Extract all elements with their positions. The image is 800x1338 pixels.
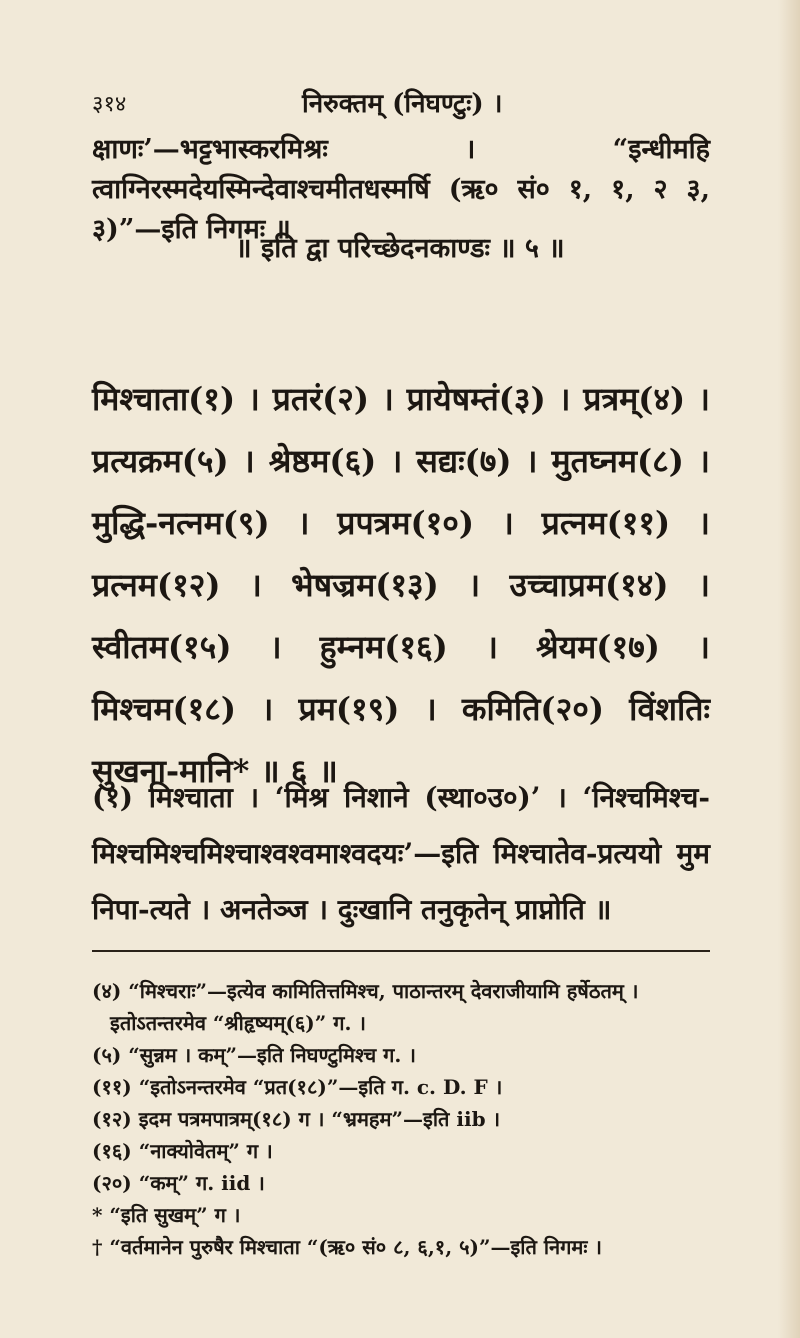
- footnote-line: इतोऽतन्तरमेव “श्रीहृष्यम्(६)” ग. ।: [110, 1011, 366, 1035]
- commentary-note-text: (१) मिश्चाता । ‘मिश्र निशाने (स्था०उ०)’ । ‘निश्चमिश्च-मिश्चमिश्चमिश्चाश्वश्वमाश्वदयः’—इति मिश्चातेव-प्रत्ययो मुम निपा-त्यते । अनतेञ्ज । दुःखानि तनुकृतेन् प्राप्नोति ॥: [92, 781, 710, 926]
- footnote-line: (४) “मिश्चराः”—इत्येव कामितित्तमिश्च, पाठान्तरम् देवराजीयामि हर्षेठतम् ।: [92, 979, 639, 1003]
- commentary-note: [92, 770, 710, 938]
- footnote-line: * “इति सुखम्” ग ।: [92, 1203, 241, 1227]
- footnote-divider: [92, 950, 710, 952]
- footnote-line: (२०) “कम्” ग. iid ।: [92, 1171, 265, 1195]
- footnote-line: (११) “इतोऽनन्तरमेव “प्रत(१८)”—इति ग. c. D. F ।: [92, 1075, 503, 1099]
- synonym-list-text: मिश्चाता(१) । प्रतरं(२) । प्रायेषम्तं(३) । प्रत्रम्(४) । प्रत्यक्रम(५) । श्रेष्ठम(६) । सद्यः(७) । मुतघ्नम(८) । मुद्धि-नत्नम(९) । प्रपत्रम(१०) । प्रत्नम(११) । प्रत्नम(१२) । भेषज्रम(१३) । उच्चाप्रम(१४) । स्वीतम(१५) । हुम्नम(१६) । श्रेयम(१७) । मिश्चम(१८) । प्रम(१९) । कमिति(२०) विंशतिः सुखना-मानि* ॥ ६ ॥: [92, 380, 710, 790]
- page-header: [92, 84, 712, 124]
- intro-text: क्षाणः’—भट्टभास्करमिश्रः । “इन्धीमहि त्वाग्निरस्मदेयस्मिन्देवाश्चमीतधस्मर्षि (ऋ० सं० १, १, २ ३, ३)”—इति निगमः ॥: [92, 134, 710, 245]
- running-title: निरुक्तम् (निघण्टुः) ।: [302, 89, 503, 119]
- footnotes: [92, 976, 710, 1264]
- section-colophon: ॥ इति द्वा परिच्छेदनकाण्डः ॥ ५ ॥: [235, 233, 565, 264]
- page-edge-shadow: [778, 0, 800, 1338]
- footnote-line: (१२) इदम पत्रमपात्रम्(१८) ग । “भ्रमहम”—इति iib ।: [92, 1107, 501, 1131]
- footnote-line: † “वर्तमानेन पुरुषैर मिश्चाता “(ऋ० सं० ८, ६,१, ५)”—इति निगमः ।: [92, 1235, 602, 1259]
- synonym-list: [92, 368, 710, 802]
- footnote-line: (५) “सुन्नम । कम्”—इति निघण्टुमिश्च ग. ।: [92, 1043, 416, 1067]
- footnote-line: (१६) “नाक्योवेतम्” ग ।: [92, 1139, 273, 1163]
- page-number: ३१४: [92, 92, 127, 117]
